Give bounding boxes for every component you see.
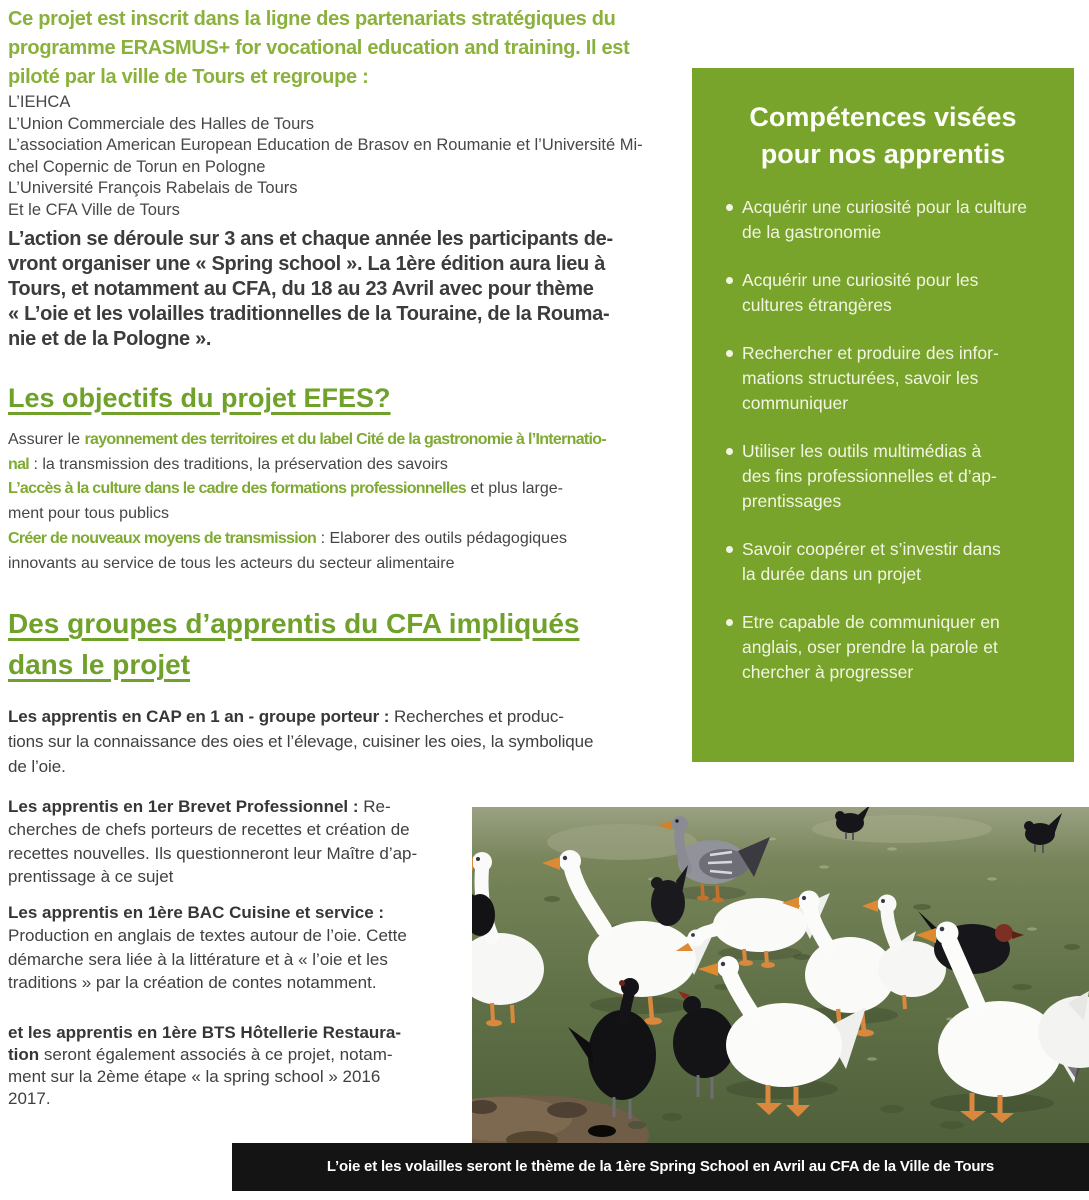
text-line: traditions » par la création de contes notamment. (8, 973, 377, 993)
paragraph-cap (8, 704, 692, 780)
partners-list (8, 92, 692, 222)
text-line: L’association American European Education de Brasov en Roumanie et l’Université Mi- (8, 136, 643, 155)
competence-bullet-item: Savoir coopérer et s’investir dans la durée dans un projet (722, 537, 1052, 587)
text-line: ment pour tous publics (8, 505, 169, 523)
text-line: nal : la transmission des traditions, la préservation des savoirs (8, 455, 448, 473)
competence-bullet-item: Acquérir une curiosité pour la culture de la gastronomie (722, 195, 1052, 245)
text-line: nie et de la Pologne ». (8, 328, 212, 350)
text-line: dans le projet (8, 649, 191, 680)
competence-bullet-item: Acquérir une curiosité pour les cultures étrangères (722, 268, 1052, 318)
section-title-groupes (8, 603, 579, 685)
text-line: L’IEHCA (8, 93, 71, 111)
text-line: L’accès à la culture dans le cadre des formations professionnelles et plus large- (8, 480, 563, 498)
text-line: Des groupes d’apprentis du CFA impliqués (8, 608, 580, 639)
geese-photo-illustration (472, 807, 1089, 1143)
text-line: Les apprentis en CAP en 1 an - groupe porteur : Recherches et produc- (8, 707, 564, 726)
section-title-objectifs (8, 381, 391, 415)
text-line: Tours, et notamment au CFA, du 18 au 23 Avril avec pour thème (8, 278, 594, 300)
text-line: 2017. (8, 1089, 51, 1108)
photo-caption-bar (232, 1143, 1089, 1191)
text-line: ment sur la 2ème étape « la spring school » 2016 (8, 1067, 381, 1086)
text-line: tion seront également associés à ce projet, notam- (8, 1045, 393, 1064)
text-line: vront organiser une « Spring school ». La 1ère édition aura lieu à (8, 253, 606, 275)
competences-bullet-list (692, 195, 1074, 685)
text-line: Les apprentis en 1ère BAC Cuisine et service : (8, 903, 385, 922)
competence-bullet-item: Etre capable de communiquer en anglais, oser prendre la parole et chercher à progresser (722, 610, 1052, 685)
text-line: Créer de nouveaux moyens de transmission : Elaborer des outils pédagogiques (8, 529, 567, 547)
text-line: « L’oie et les volailles traditionnelles de la Touraine, de la Rouma- (8, 303, 610, 325)
geese-photo (472, 807, 1089, 1143)
text-line: Les apprentis en 1er Brevet Professionnel : Re- (8, 797, 391, 816)
paragraph-bts-hotellerie (8, 1022, 470, 1110)
paragraph-bac-cuisine (8, 901, 470, 995)
competences-title (702, 99, 1064, 173)
photo-caption-text: L’oie et les volailles seront le thème de la 1ère Spring School en Avril au CFA de la Ville de Tours (326, 1158, 995, 1175)
text-line: Les objectifs du projet EFES? (8, 383, 391, 413)
text-line: et les apprentis en 1ère BTS Hôtellerie Restaura- (8, 1023, 402, 1042)
text-line: L’action se déroule sur 3 ans et chaque année les participants de- (8, 228, 613, 250)
text-line: démarche sera liée à la littérature et à « l’oie et les (8, 949, 388, 969)
text-line: innovants au service de tous les acteurs du secteur alimentaire (8, 554, 455, 572)
text-line: Production en anglais de textes autour de l’oie. Cette (8, 926, 407, 946)
action-paragraph (8, 227, 692, 352)
text-line: de l’oie. (8, 757, 66, 777)
text-line: Et le CFA Ville de Tours (8, 200, 180, 219)
competences-box (692, 68, 1074, 762)
intro-paragraph (8, 5, 688, 92)
text-line: programme ERASMUS+ for vocational education and training. Il est (8, 37, 630, 59)
text-line: piloté par la ville de Tours et regroupe : (8, 66, 369, 88)
text-line: L’Université François Rabelais de Tours (8, 179, 298, 198)
text-line: Ce projet est inscrit dans la ligne des partenariats stratégiques du (8, 8, 616, 30)
text-line: prentissage à ce sujet (8, 867, 174, 887)
text-line: tions sur la connaissance des oies et l’élevage, cuisiner les oies, la symbolique (8, 732, 594, 752)
text-line: cherches de chefs porteurs de recettes et création de (8, 820, 410, 840)
text-line: Assurer le rayonnement des territoires et du label Cité de la gastronomie à l’Internatio- (8, 431, 607, 448)
text-line: pour nos apprentis (760, 139, 1006, 169)
text-line: L’Union Commerciale des Halles de Tours (8, 114, 315, 133)
text-line: Compétences visées (749, 102, 1017, 132)
text-line: recettes nouvelles. Ils questionneront leur Maître d’ap- (8, 843, 418, 863)
objectifs-paragraph (8, 428, 692, 576)
text-line: chel Copernic de Torun en Pologne (8, 157, 266, 176)
competence-bullet-item: Utiliser les outils multimédias à des fins professionnelles et d’ap- prentissages (722, 439, 1052, 514)
competence-bullet-item: Rechercher et produire des infor- mations structurées, savoir les communiquer (722, 341, 1052, 416)
paragraph-brevet-professionnel (8, 795, 470, 889)
